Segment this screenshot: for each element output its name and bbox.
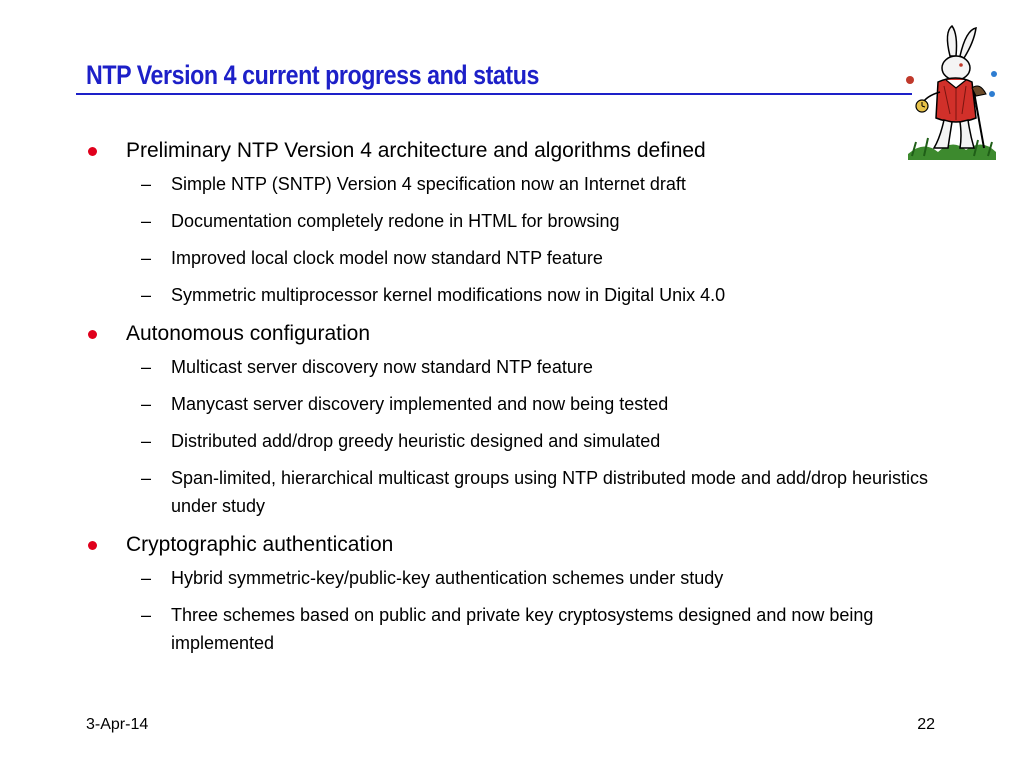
slide-body xyxy=(86,134,946,667)
dash-icon: – xyxy=(141,431,152,451)
sub-bullet-text: Simple NTP (SNTP) Version 4 specification now an Internet draft xyxy=(171,174,686,194)
bullet-text: Cryptographic authentication xyxy=(126,533,394,556)
footer-date: 3-Apr-14 xyxy=(86,716,149,733)
sub-bullet-text: Span-limited, hierarchical multicast groups using NTP distributed mode and add/drop heuristics under study xyxy=(171,468,929,516)
sub-bullet-text: Distributed add/drop greedy heuristic designed and simulated xyxy=(171,431,661,451)
dash-icon: – xyxy=(141,211,152,231)
sub-bullet-item xyxy=(86,353,946,381)
sub-bullet-item xyxy=(86,601,946,657)
sub-bullet-item xyxy=(86,390,946,418)
dash-icon: – xyxy=(141,248,152,268)
page-number: 22 xyxy=(917,716,935,733)
slide-title: NTP Version 4 current progress and status xyxy=(86,60,539,90)
sub-bullet-text: Documentation completely redone in HTML for browsing xyxy=(171,211,620,231)
sub-bullet-text: Improved local clock model now standard NTP feature xyxy=(171,248,603,268)
sub-bullet-text: Manycast server discovery implemented and now being tested xyxy=(171,394,669,414)
bullet-dot-icon xyxy=(88,330,97,339)
sub-bullet-item xyxy=(86,281,946,309)
bullet-item xyxy=(86,319,946,349)
bullet-dot-icon xyxy=(88,541,97,550)
bullet-item xyxy=(86,136,946,166)
bullet-item xyxy=(86,530,946,560)
dash-icon: – xyxy=(141,357,152,377)
sub-bullet-item xyxy=(86,464,946,520)
sub-bullet-item xyxy=(86,170,946,198)
dash-icon: – xyxy=(141,394,152,414)
sub-bullet-item xyxy=(86,207,946,235)
sub-bullet-text: Hybrid symmetric-key/public-key authentication schemes under study xyxy=(171,568,724,588)
sub-bullet-list xyxy=(86,564,946,657)
bullet-text: Autonomous configuration xyxy=(126,322,370,345)
dash-icon: – xyxy=(141,605,152,625)
sub-bullet-text: Three schemes based on public and private key cryptosystems designed and now being implemented xyxy=(171,605,874,653)
bullet-text: Preliminary NTP Version 4 architecture and algorithms defined xyxy=(126,139,706,162)
sub-bullet-text: Symmetric multiprocessor kernel modifications now in Digital Unix 4.0 xyxy=(171,285,726,305)
sub-bullet-item xyxy=(86,244,946,272)
dash-icon: – xyxy=(141,174,152,194)
sub-bullet-list xyxy=(86,170,946,309)
bullet-dot-icon xyxy=(88,147,97,156)
dash-icon: – xyxy=(141,568,152,588)
dash-icon: – xyxy=(141,468,152,488)
dash-icon: – xyxy=(141,285,152,305)
sub-bullet-item xyxy=(86,427,946,455)
sub-bullet-item xyxy=(86,564,946,592)
sub-bullet-text: Multicast server discovery now standard NTP feature xyxy=(171,357,593,377)
sub-bullet-list xyxy=(86,353,946,520)
title-underline xyxy=(76,93,912,95)
